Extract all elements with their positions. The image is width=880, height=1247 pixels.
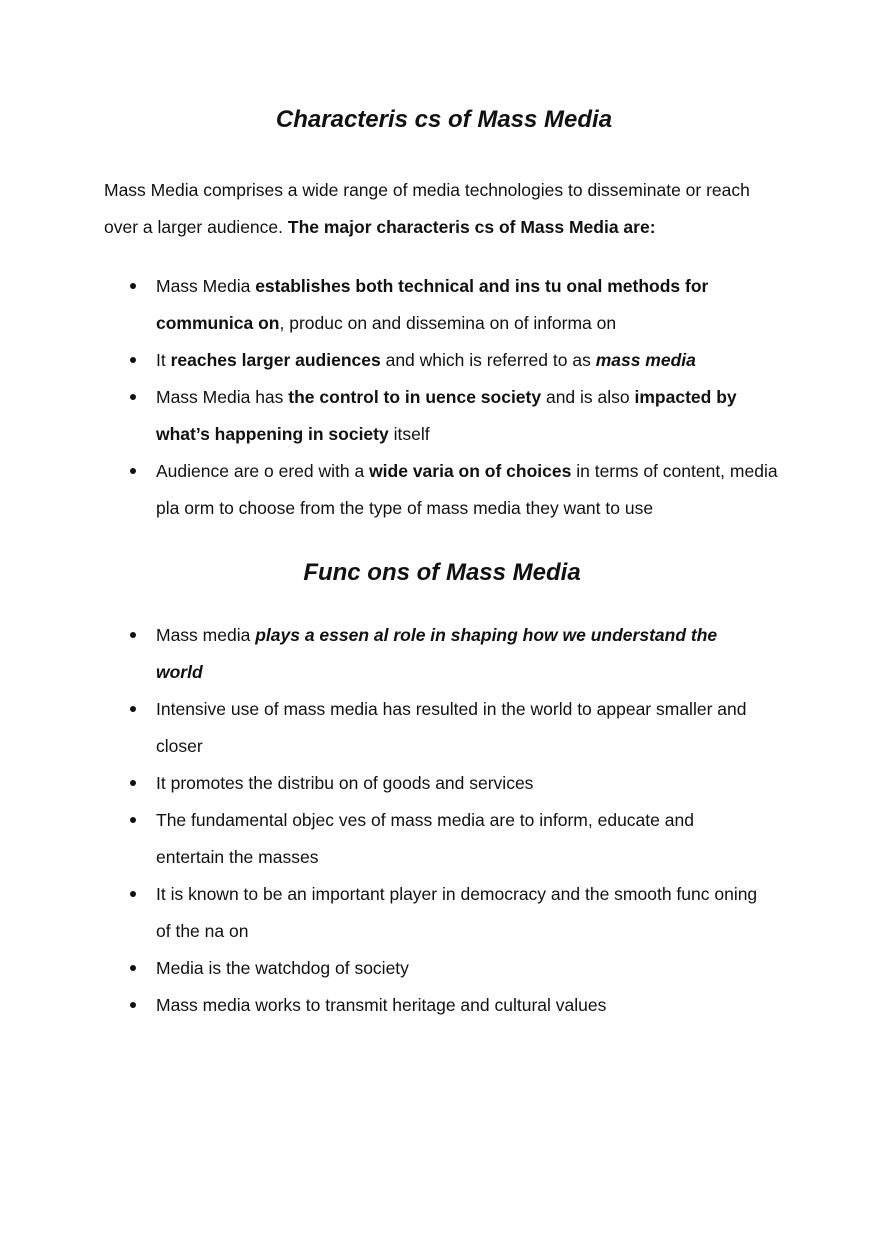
list-item [104, 342, 766, 379]
list-item [104, 950, 766, 987]
bullet-icon [130, 965, 136, 971]
list-item [104, 453, 786, 527]
text-run: Mass Media has [156, 387, 289, 407]
list-item [104, 802, 766, 876]
text-run: Media is the watchdog of society [156, 958, 409, 978]
bullet-icon [130, 357, 136, 363]
bold-text-run: reaches larger audiences [170, 350, 381, 370]
functions-heading: Func ons of Mass Media [303, 559, 581, 586]
intro-text: Mass Media comprises a wide range of media technologies to disseminate or reach over a larger audience. [104, 180, 750, 237]
bold-text-run: impacted by what’s happening in society [156, 387, 737, 444]
list-item [104, 876, 766, 950]
text-run: It is known to be an important player in democracy and the smooth func oning of the na on [156, 884, 758, 941]
text-run: Mass Media [156, 276, 256, 296]
text-run: and is also [541, 387, 635, 407]
characteristics-heading: Characteris cs of Mass Media [275, 106, 613, 133]
text-run: Audience are o ered with a [156, 461, 370, 481]
bullet-icon [130, 468, 136, 474]
bullet-icon [130, 706, 136, 712]
text-run: Mass media works to transmit heritage and cultural values [156, 995, 607, 1015]
list-item [104, 379, 766, 453]
text-run: Intensive use of mass media has resulted in the world to appear smaller and closer [156, 699, 747, 756]
intro-paragraph [104, 172, 764, 246]
bullet-icon [130, 817, 136, 823]
bold-italic-text-run: plays a essen al role in shaping how we understand the world [156, 625, 718, 682]
list-item [104, 617, 766, 691]
text-run: It promotes the distribu on of goods and services [156, 773, 534, 793]
list-item [104, 268, 766, 342]
characteristics-list [104, 268, 780, 527]
bold-text-run: the control to in uence society [288, 387, 542, 407]
list-item [104, 765, 766, 802]
text-run: It [156, 350, 171, 370]
text-run: Mass media [156, 625, 256, 645]
text-run: itself [388, 424, 430, 444]
bold-text-run: establishes both technical and ins tu onal methods for communica on [156, 276, 709, 333]
bullet-icon [130, 1002, 136, 1008]
bullet-icon [130, 283, 136, 289]
list-item [104, 691, 766, 765]
bullet-icon [130, 632, 136, 638]
bullet-icon [130, 891, 136, 897]
list-item [104, 987, 766, 1024]
bullet-icon [130, 394, 136, 400]
bold-italic-text-run: mass media [595, 350, 696, 370]
bold-text-run: wide varia on of choices [369, 461, 572, 481]
intro-bold-text: The major characteris cs of Mass Media are: [287, 217, 656, 237]
functions-list [104, 617, 780, 1024]
bullet-icon [130, 780, 136, 786]
text-run: The fundamental objec ves of mass media are to inform, educate and entertain the masses [156, 810, 694, 867]
text-run: , produc on and dissemina on of informa on [279, 313, 617, 333]
text-run: in terms of content, media pla orm to choose from the type of mass media they want to use [156, 461, 778, 518]
text-run: and which is referred to as [380, 350, 596, 370]
